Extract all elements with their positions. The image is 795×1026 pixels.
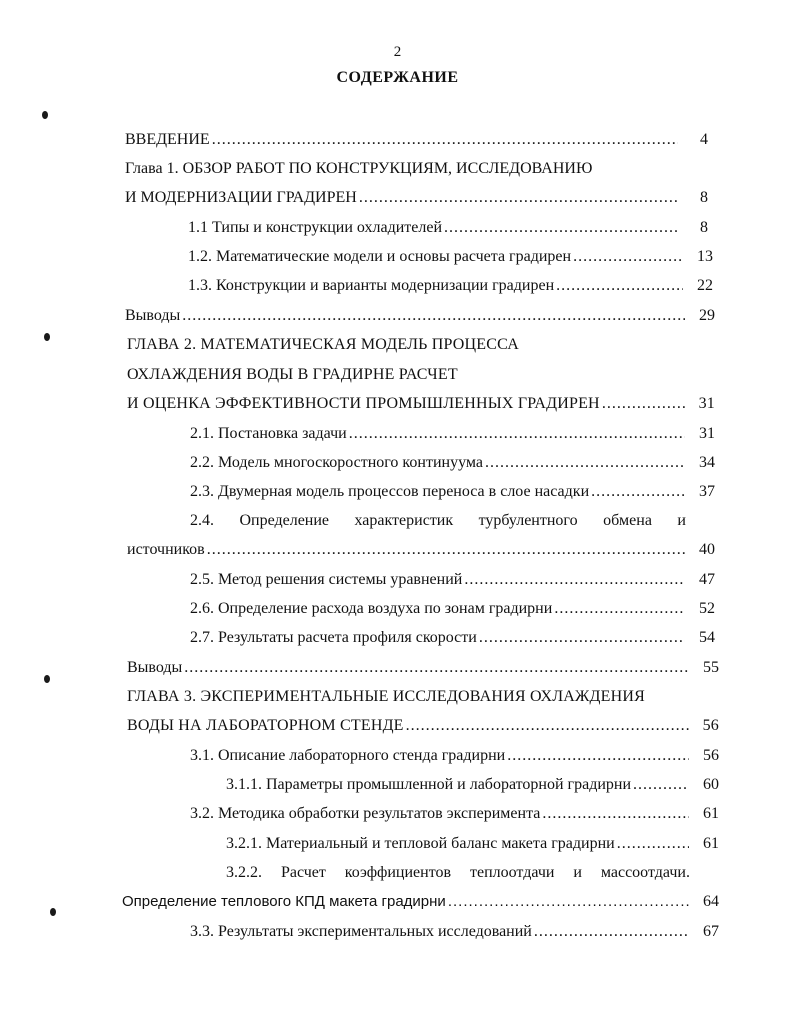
dot-leader [534,922,689,942]
toc-word: турбулентного [478,512,578,529]
toc-entry-title: 3.1. Описание лабораторного стенда градирни [190,747,506,764]
toc-entry-title: 2.3. Двумерная модель процессов переноса в слое насадки [190,483,590,500]
dot-leader [542,804,689,824]
toc-entry-page: 60 [703,776,719,793]
toc-entry[interactable] [190,804,719,824]
toc-entry-title: 1.1 Типы и конструкции охладителей [188,219,443,236]
toc-entry-title: 2.1. Постановка задачи [190,425,347,442]
toc-entry[interactable] [226,775,719,795]
toc-entry-title: источников [127,541,205,558]
toc-entry[interactable] [190,482,715,502]
dot-leader [602,394,685,414]
toc-entry-title: И МОДЕРНИЗАЦИИ ГРАДИРЕН [125,189,357,206]
dot-leader [591,482,685,502]
toc-entry[interactable] [190,599,715,619]
toc-entry[interactable] [190,570,715,590]
toc-entry-title: 2.7. Результаты расчета профиля скорости [190,629,477,646]
toc-entry-title: 2.6. Определение расхода воздуха по зонам градирни [190,600,553,617]
toc-entry-page: 8 [700,189,708,206]
dot-leader [573,247,683,267]
toc-entry[interactable] [226,834,719,854]
toc-entry[interactable] [127,716,719,736]
toc-entry[interactable] [188,247,713,267]
dot-leader [633,775,689,795]
toc-entry-title: Определение теплового КПД макета градирни [122,893,446,910]
dot-leader [406,716,689,736]
dot-leader [507,746,689,766]
toc-entry[interactable] [127,394,715,414]
dot-leader [485,453,685,473]
toc-entry-page: 22 [697,277,713,294]
toc-entry-title: 2.5. Метод решения системы уравнений [190,571,463,588]
dot-leader [184,658,689,678]
toc-entry[interactable] [125,130,708,150]
toc-entry[interactable] [190,424,715,444]
toc-entry-title: 1.3. Конструкции и варианты модернизации градирен [188,277,555,294]
toc-entry-page: 40 [699,541,715,558]
toc-entry[interactable] [190,628,715,648]
dot-leader [554,599,685,619]
toc-entry-title-line: ГЛАВА 2. МАТЕМАТИЧЕСКАЯ МОДЕЛЬ ПРОЦЕССА [127,336,519,353]
dot-leader [617,834,689,854]
toc-entry-title: Выводы [127,659,183,676]
toc-word: обмена [603,512,652,529]
toc-entry-title: 3.3. Результаты экспериментальных исследований [190,923,532,940]
toc-entry-title-line: ОХЛАЖДЕНИЯ ВОДЫ В ГРАДИРНЕ РАСЧЕТ [127,366,458,383]
page-title: СОДЕРЖАНИЕ [336,69,459,86]
dot-leader [464,570,685,590]
toc-entry-title: 3.2.1. Материальный и тепловой баланс макета градирни [226,835,615,852]
toc-entry-title: Выводы [125,307,181,324]
dot-leader [448,892,689,912]
toc-entry-title: ВОДЫ НА ЛАБОРАТОРНОМ СТЕНДЕ [127,717,404,734]
margin-dot [42,111,48,119]
toc-entry-title-line: ГЛАВА 3. ЭКСПЕРИМЕНТАЛЬНЫЕ ИССЛЕДОВАНИЯ ОХЛАЖДЕНИЯ [127,688,646,705]
toc-entry-page: 55 [703,659,719,676]
toc-word: 2.4. [190,512,214,529]
toc-entry[interactable] [122,892,719,912]
toc-entry[interactable] [125,188,708,208]
dot-leader [349,424,685,444]
toc-entry[interactable] [188,276,713,296]
toc-entry-page: 37 [699,483,715,500]
toc-entry-page: 29 [699,307,715,324]
toc-word: Расчет [280,864,326,881]
toc-entry[interactable] [190,922,719,942]
page-number: 2 [393,44,402,60]
toc-entry[interactable] [125,306,715,326]
toc-entry-title: 2.2. Модель многоскоростного континуума [190,454,483,471]
dot-leader [479,628,685,648]
toc-entry-page: 13 [697,248,713,265]
toc-entry-title: 3.2. Методика обработки результатов эксперимента [190,805,541,822]
toc-entry-title-line: Глава 1. ОБЗОР РАБОТ ПО КОНСТРУКЦИЯМ, ИССЛЕДОВАНИЮ [125,160,593,177]
toc-word: и [573,864,582,881]
toc-entry-page: 31 [699,425,715,442]
toc-entry[interactable] [190,746,719,766]
dot-leader [359,188,678,208]
dot-leader [182,306,685,326]
toc-entry-title: И ОЦЕНКА ЭФФЕКТИВНОСТИ ПРОМЫШЛЕННЫХ ГРАДИРЕН [127,395,600,412]
toc-entry-title-line [190,511,686,531]
toc-entry-page: 56 [702,717,719,734]
margin-dot [44,333,50,341]
toc-entry-page: 64 [703,893,719,910]
toc-word: и [677,512,686,529]
margin-dot [50,908,56,916]
toc-entry-page: 31 [698,395,715,412]
toc-entry[interactable] [127,658,719,678]
toc-entry-page: 54 [699,629,715,646]
toc-entry-page: 61 [703,805,719,822]
toc-entry-page: 34 [699,454,715,471]
toc-word: 3.2.2. [226,864,262,881]
toc-entry[interactable] [190,453,715,473]
dot-leader [212,130,678,150]
dot-leader [444,218,678,238]
toc-entry-page: 8 [700,219,708,236]
toc-entry-page: 56 [703,747,719,764]
toc-word: теплоотдачи [470,864,555,881]
toc-entry-page: 47 [699,571,715,588]
toc-entry-title-line [226,863,690,883]
toc-entry[interactable] [188,218,708,238]
toc-entry-page: 52 [699,600,715,617]
toc-entry-page: 61 [703,835,719,852]
toc-word: Определение [239,512,330,529]
toc-word: коэффициентов [344,864,452,881]
dot-leader [207,540,685,560]
toc-entry-title: 3.1.1. Параметры промышленной и лабораторной градирни [226,776,632,793]
toc-entry-page: 67 [703,923,719,940]
toc-entry-title: ВВЕДЕНИЕ [125,131,210,148]
toc-word: массоотдачи. [600,864,690,881]
toc-entry-title: 1.2. Математические модели и основы расчета градирен [188,248,572,265]
margin-dot [44,675,50,683]
dot-leader [556,276,683,296]
toc-word: характеристик [354,512,454,529]
toc-entry-page: 4 [700,131,708,148]
toc-entry[interactable] [127,540,715,560]
